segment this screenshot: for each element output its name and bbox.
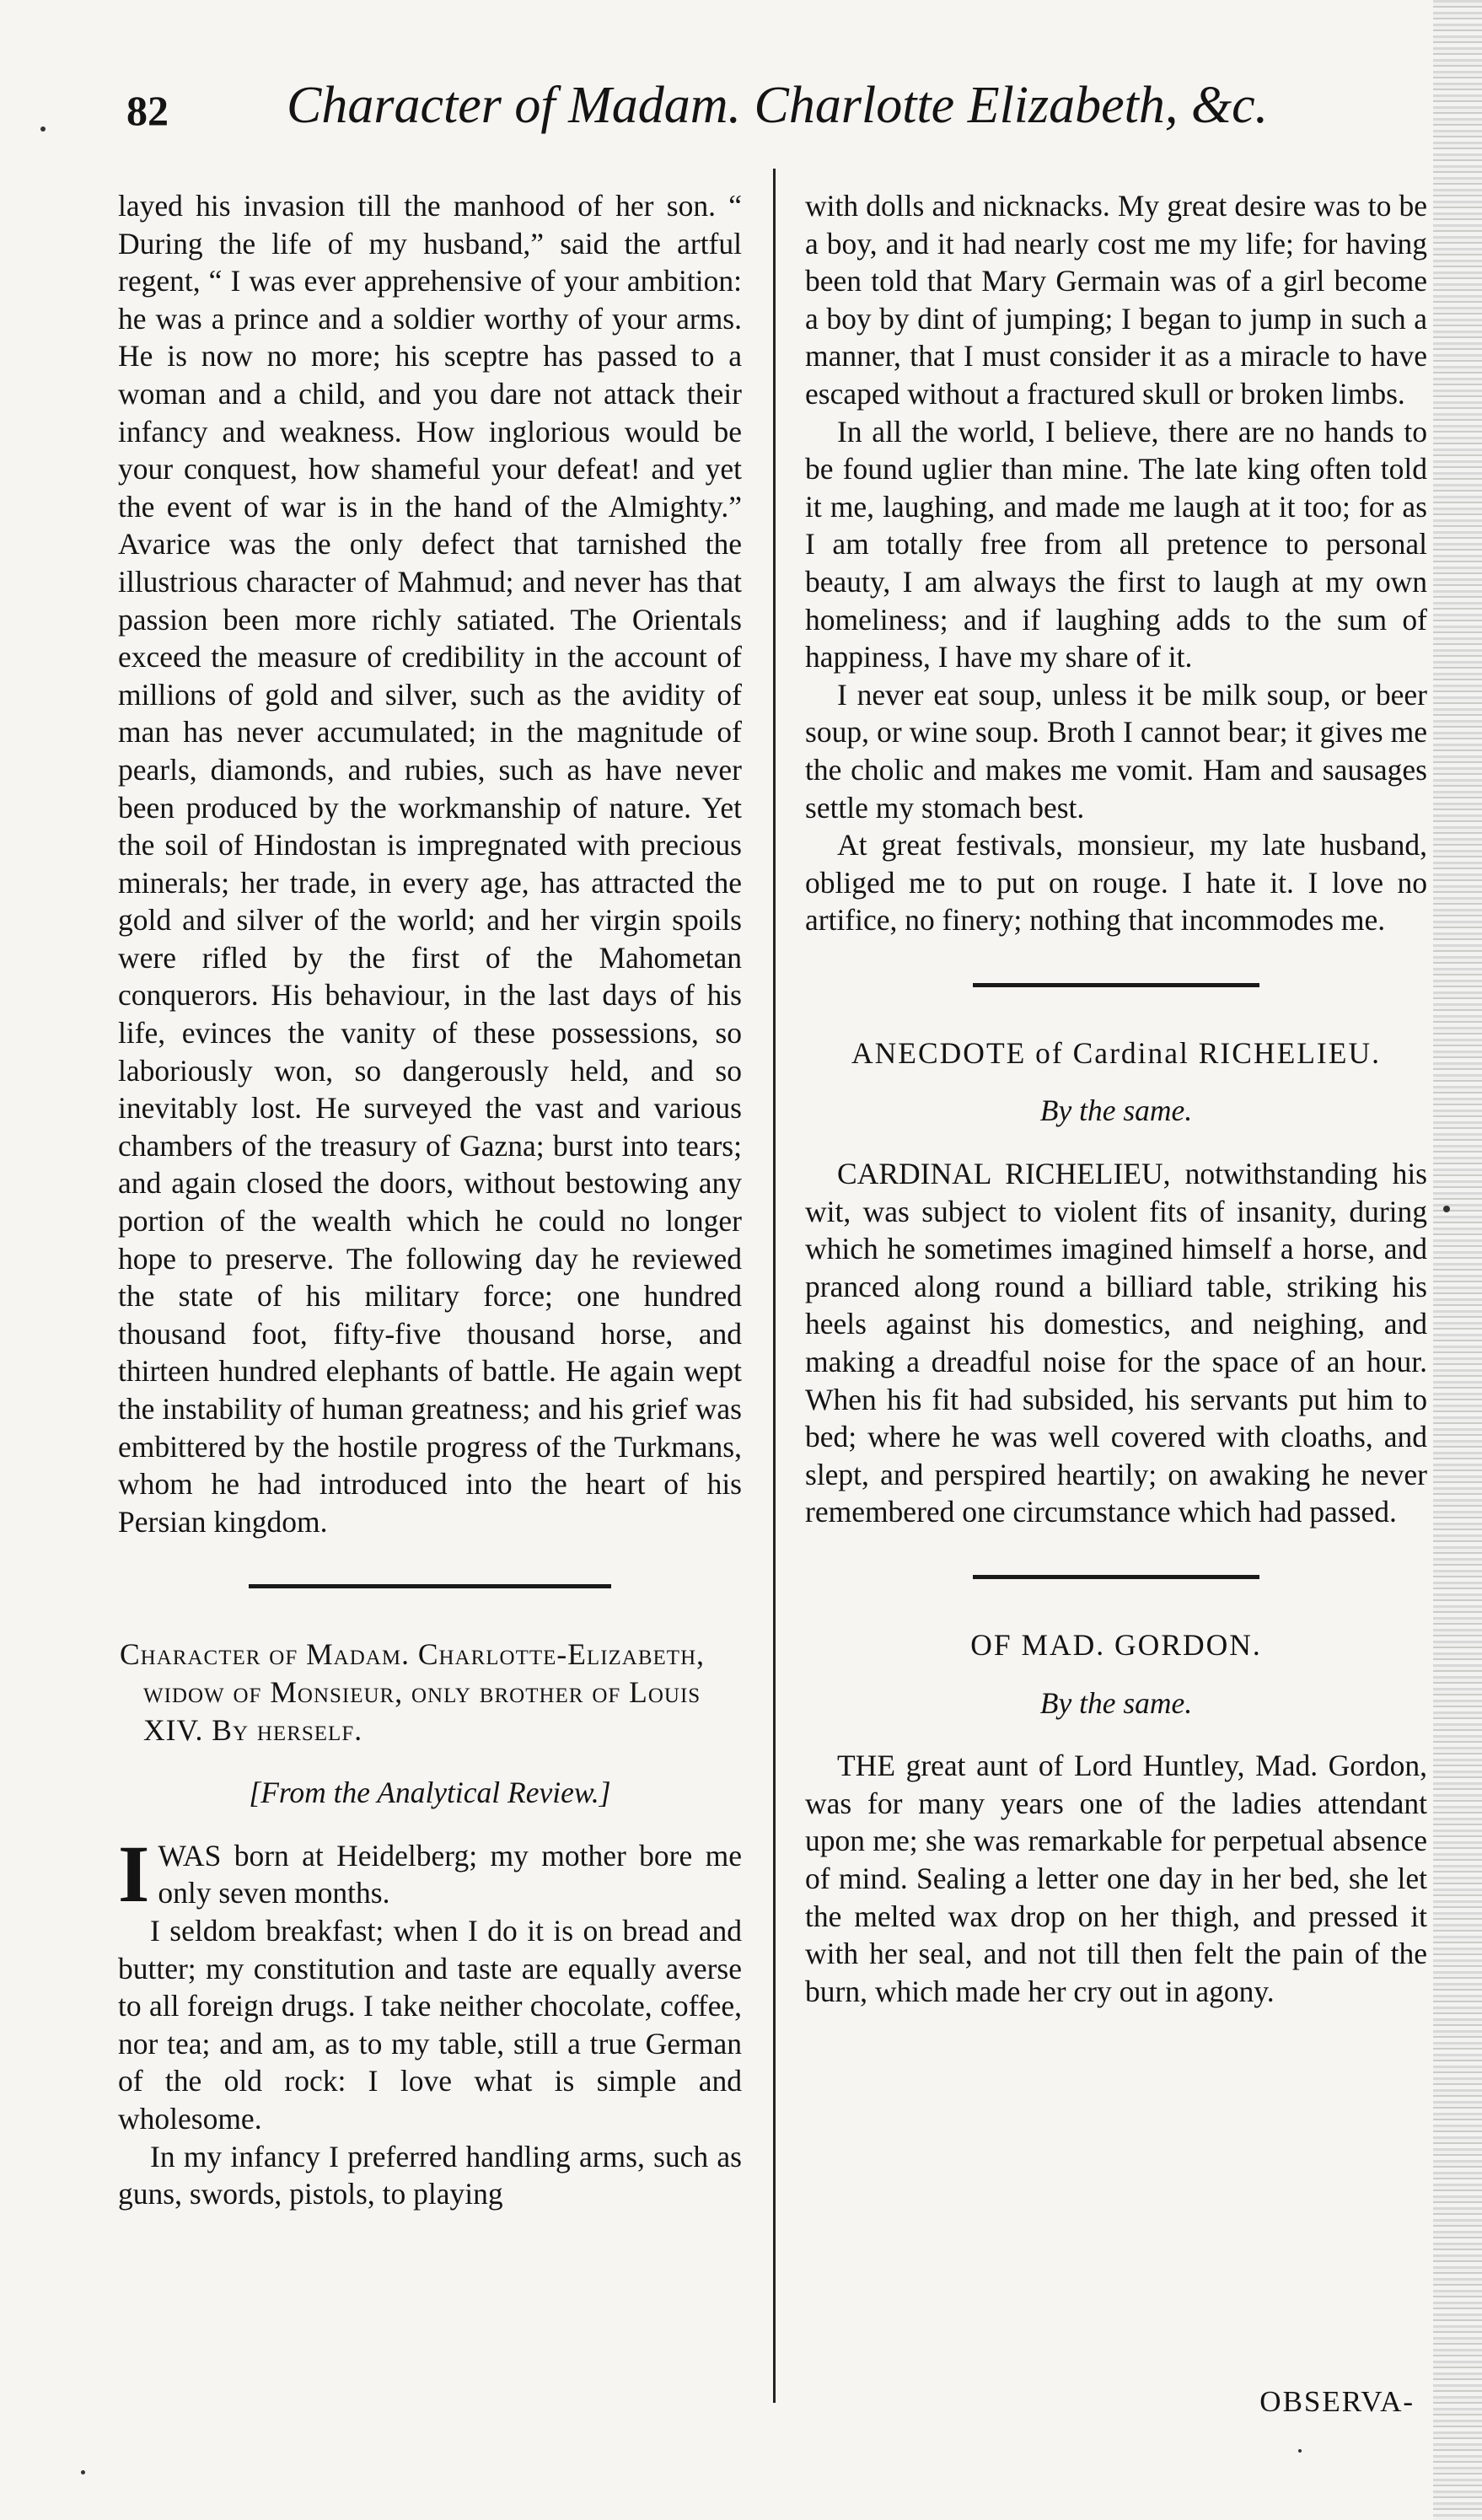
section-rule: [973, 983, 1259, 987]
page-number: 82: [126, 87, 169, 134]
character-paragraph-1: [118, 1828, 742, 1919]
gordon-anecdote: THE great aunt of Lord Huntley, Mad. Gordon, was for many years one of the ladies attendant upon me; she was remarkable for perpetual absence of mind. Sealing a letter one day in her bed, she let the melted wax drop on her thigh, and pressed it with her seal, and not till then felt the pain of the burn, which made her cry out in agony.: [805, 1749, 1427, 2008]
scan-speck: [1443, 1206, 1450, 1212]
mahmud-passage: layed his invasion till the manhood of her son. “ During the life of my husband,” said the artful regent, “ I was ever apprehensive of your ambition: he was a prince and a soldier worthy of your arms. He is now no more; his sceptre has passed to a woman and a child, and you dare not attack their infancy and weakness. How inglorious would be your conquest, how shameful your defeat! and yet the event of war is in the hand of the Almighty.” Avarice was the only defect that tarnished the illustrious character of Mahmud; and never has that passion been more richly satiated. The Orientals exceed the measure of credibility in the account of millions of gold and silver, such as the avidity of man has never accumulated; in the magnitude of pearls, diamonds, and rubies, such as have never been produced by the workmanship of nature. Yet the soil of Hindostan is impregnated with precious minerals; her trade, in every age, has attracted the gold and silver of the world; and her virgin spoils were rifled by the first of the Mahometan conquerors. His behaviour, in the last days of his life, evinces the vanity of these possessions, so laboriously won, so dangerously held, and so inevitably lost. He surveyed the vast and various chambers of the treasury of Gazna; burst into tears; and again closed the doors, without bestowing any portion of the wealth which he could no longer hope to preserve. The following day he reviewed the state of his military force; one hundred thousand foot, fifty-five thousand horse, and thirteen hundred elephants of battle. He again wept the instability of human greatness; and his grief was embittered by the hostile progress of the Turkmans, whom he had introduced into the heart of his Persian kingdom.: [118, 189, 742, 1539]
right-column: [805, 187, 1427, 2010]
character-paragraph-3: In my infancy I preferred handling arms, such as guns, swords, pistols, to playing: [118, 2139, 742, 2211]
character-heading: Character of Madam. Charlotte-Elizabeth, widow of Monsieur, only brother of Louis XIV. By herself.: [120, 1637, 705, 1747]
section-rule: [973, 1575, 1259, 1579]
character-paragraph-3-continued: with dolls and nicknacks. My great desire was to be a boy, and it had nearly cost me my life; for having been told that Mary Germain was of a girl become a boy by dint of jumping; I began to jump in such a manner, that I must consider it as a miracle to have escaped without a fractured skull or broken limbs.: [805, 189, 1427, 411]
richelieu-anecdote: CARDINAL RICHELIEU, notwithstanding his wit, was subject to violent fits of insanity, during which he sometimes imagined himself a horse, and pranced along round a billiard table, striking his heels against his domestics, and neighing, and making a dreadful noise for the space of an hour. When his fit had subsided, his servants put him to bed; where he was well covered with cloaths, and slept, and perspired heartily; on awaking he never remembered one circumstance which had passed.: [805, 1157, 1427, 1529]
catchword: OBSERVA-: [1259, 2385, 1415, 2418]
character-source: [From the Analytical Review.]: [249, 1776, 611, 1810]
drop-cap: I: [118, 1828, 150, 1919]
running-title: Character of Madam. Charlotte Elizabeth, &c.: [287, 77, 1269, 134]
character-paragraph-6: At great festivals, monsieur, my late husband, obliged me to put on rouge. I hate it. I love no artifice, no finery; nothing that incommodes me.: [805, 828, 1427, 938]
left-column: [118, 187, 742, 2213]
gordon-title: OF MAD. GORDON.: [970, 1628, 1262, 1662]
richelieu-byline: By the same.: [1039, 1093, 1193, 1128]
paragraph-1-text: WAS born at Heidelberg; my mother bore me only seven months.: [158, 1838, 742, 1910]
scan-speck: [40, 126, 46, 132]
section-rule: [249, 1584, 611, 1588]
column-divider: [773, 169, 776, 2403]
character-paragraph-2: I seldom breakfast; when I do it is on bread and butter; my constitution and taste are equally averse to all foreign drugs. I take neither chocolate, coffee, nor tea; and am, as to my table, still a true German of the old rock: I love what is simple and wholesome.: [118, 1913, 742, 2136]
scan-speck: [1298, 2449, 1302, 2453]
page-edge-scan-noise: [1433, 0, 1482, 2520]
gordon-byline: By the same.: [1039, 1685, 1193, 1720]
character-paragraph-4: In all the world, I believe, there are no hands to be found uglier than mine. The late king often told it me, laughing, and made me laugh at it too; for as I am totally free from all pretence to personal beauty, I am always the first to laugh at my own homeliness; and if laughing adds to the sum of happiness, I have my share of it.: [805, 414, 1427, 674]
scan-speck: [81, 2470, 85, 2474]
page-header: [118, 67, 1416, 152]
richelieu-title: ANECDOTE of Cardinal RICHELIEU.: [851, 1035, 1381, 1070]
character-paragraph-5: I never eat soup, unless it be milk soup, or beer soup, or wine soup. Broth I cannot bear; it gives me the cholic and makes me vomit. Ham and sausages settle my stomach best.: [805, 677, 1427, 825]
